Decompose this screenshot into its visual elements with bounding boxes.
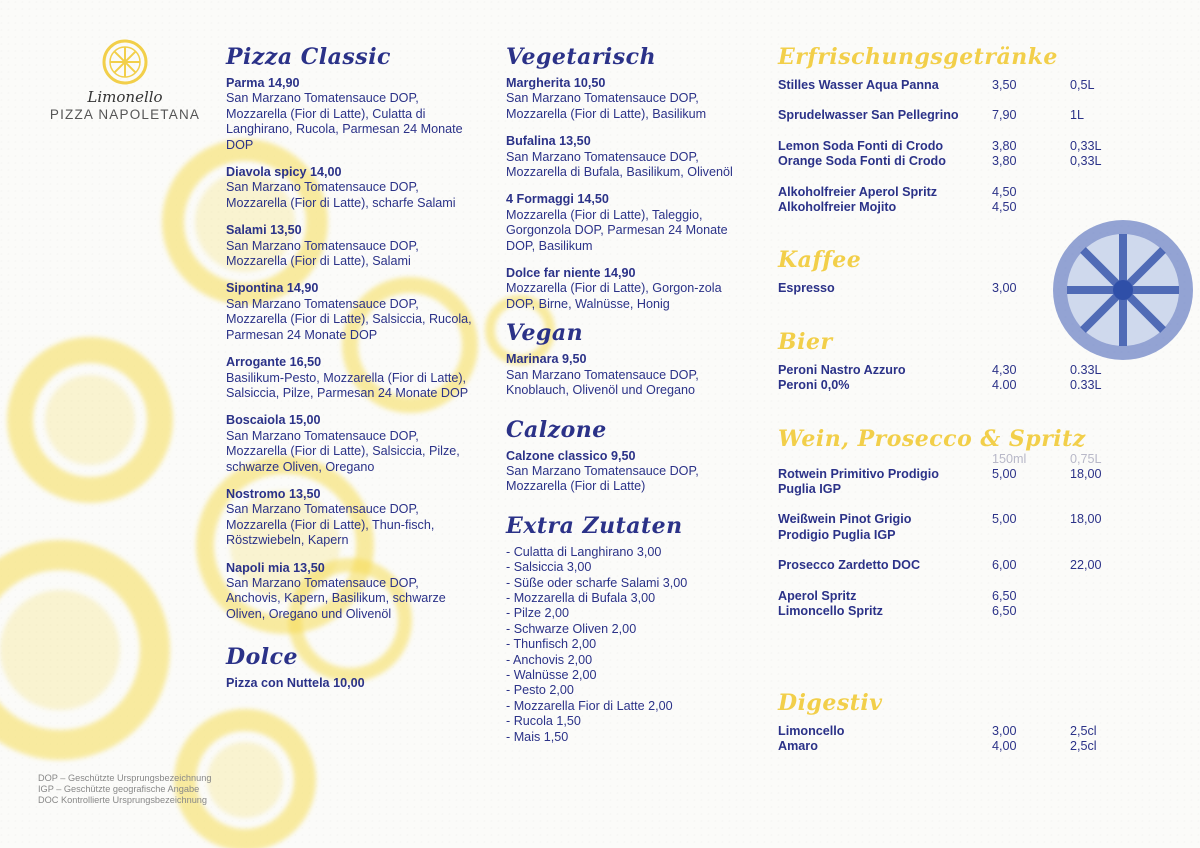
- drink-group: [778, 185, 1158, 216]
- item-desc: San Marzano Tomatensauce DOP, Mozzarella (Fior di Latte), Salsiccia, Rucola, Parmesan 24 Monate DOP: [226, 296, 472, 342]
- drink-price: 4,50: [992, 200, 1017, 215]
- drink-price: 4.00: [992, 378, 1017, 393]
- menu-item: [226, 413, 476, 475]
- item-desc: San Marzano Tomatensauce DOP, Mozzarella (Fior di Latte), Thun-fisch, Röstzwiebeln, Kapern: [226, 502, 435, 548]
- drink-price: 3,80: [992, 138, 1017, 153]
- drink-name: Limoncello: [778, 723, 845, 738]
- item-name: Dolce far niente 14,90: [506, 266, 636, 281]
- brand-name: Limonello: [87, 88, 163, 106]
- drink-price: 5,00: [992, 512, 1017, 527]
- menu-item: [226, 76, 476, 153]
- item-desc: San Marzano Tomatensauce DOP, Knoblauch, Olivenöl und Oregano: [506, 367, 699, 398]
- footnotes: [38, 773, 211, 807]
- list-item: - Mais 1,50: [506, 729, 569, 744]
- menu-item: [226, 487, 476, 549]
- drink-row: [778, 363, 1158, 378]
- column-pizza: [226, 42, 476, 692]
- section-title: Digestiv: [778, 689, 883, 716]
- section-title: Extra Zutaten: [506, 512, 683, 539]
- list-item: - Salsiccia 3,00: [506, 560, 592, 575]
- section-vegan: [506, 318, 736, 398]
- drink-size: 2,5cl: [1070, 723, 1097, 738]
- drink-price: 7,90: [992, 108, 1017, 123]
- drink-price: 4,00: [992, 738, 1017, 753]
- drink-name: Sprudelwasser San Pellegrino: [778, 108, 959, 123]
- drink-row: [778, 281, 1158, 296]
- drink-size: [1070, 200, 1130, 215]
- section-pizza-classic: [226, 42, 476, 622]
- section-digestiv: [778, 688, 1158, 755]
- drink-price-bottle: 18,00: [1070, 512, 1102, 527]
- column-drinks: [778, 42, 1158, 754]
- drink-row: [778, 558, 1158, 573]
- drink-row: [778, 604, 1158, 619]
- drink-price: 5,00: [992, 466, 1017, 481]
- drink-name: Orange Soda Fonti di Crodo: [778, 154, 946, 169]
- drink-name: Peroni Nastro Azzuro: [778, 362, 906, 377]
- menu-item: [506, 266, 736, 312]
- drink-name: Alkoholfreier Aperol Spritz: [778, 184, 938, 199]
- item-desc: Mozzarella (Fior di Latte), Taleggio, Gorgonzola DOP, Parmesan 24 Monate DOP, Basilikum: [506, 207, 728, 253]
- list-item: - Pesto 2,00: [506, 683, 574, 698]
- drink-name: Alkoholfreier Mojito: [778, 200, 897, 215]
- menu-item: [506, 134, 736, 180]
- list-item: - Mozzarella di Bufala 3,00: [506, 590, 656, 605]
- drink-name: Prosecco Zardetto DOC: [778, 558, 921, 573]
- item-name: Bufalina 13,50: [506, 134, 591, 149]
- lemon-slice-icon: [101, 38, 149, 86]
- section-title: Vegan: [506, 320, 584, 347]
- drink-price-bottle: 22,00: [1070, 558, 1102, 573]
- list-item: - Pilze 2,00: [506, 606, 569, 621]
- drink-size: 0,33L: [1070, 154, 1102, 169]
- drink-row: [778, 467, 1158, 482]
- size-header: [778, 452, 1158, 466]
- drink-size: 0.33L: [1070, 378, 1102, 393]
- list-item: - Walnüsse 2,00: [506, 667, 597, 682]
- menu-item: [506, 449, 736, 495]
- drink-name: Lemon Soda Fonti di Crodo: [778, 138, 944, 153]
- menu-item: [506, 192, 736, 254]
- item-desc: San Marzano Tomatensauce DOP, Mozzarella (Fior di Latte), Culatta di Langhirano, Rucola, Parmesan 24 Monate DOP: [226, 91, 463, 152]
- brand-logo: [40, 38, 210, 122]
- drink-price: 4,50: [992, 184, 1017, 199]
- section-dolce: [226, 642, 476, 691]
- drink-size: [1070, 185, 1130, 200]
- list-item: - Anchovis 2,00: [506, 652, 593, 667]
- drink-size: 0,5L: [1070, 78, 1095, 92]
- footnote-line: IGP – Geschützte geografische Angabe: [38, 784, 200, 795]
- size-label: 0,75L: [1070, 451, 1102, 466]
- size-label: 150ml: [992, 451, 1027, 466]
- section-title: Pizza Classic: [226, 44, 391, 70]
- section-kaffee: [778, 245, 1158, 296]
- menu-item: [226, 676, 476, 691]
- item-desc: San Marzano Tomatensauce DOP, Mozzarella (Fior di Latte), Salsiccia, Pilze, schwarze Oliven, Oregano: [226, 428, 460, 474]
- item-desc: San Marzano Tomatensauce DOP, Mozzarella (Fior di Latte), scharfe Salami: [226, 180, 456, 210]
- footnote-line: DOP – Geschützte Ursprungsbezeichnung: [38, 773, 212, 783]
- item-name: Sipontina 14,90: [226, 281, 319, 296]
- section-title: Wein, Prosecco & Spritz: [778, 425, 1086, 452]
- section-calzone: [506, 415, 736, 495]
- drink-row: [778, 154, 1158, 169]
- drink-price: 3,00: [992, 281, 1017, 296]
- item-desc: Basilikum-Pesto, Mozzarella (Fior di Latte), Salsiccia, Pilze, Parmesan 24 Monate DOP: [226, 370, 469, 400]
- item-name: Diavola spicy 14,00: [226, 165, 342, 180]
- item-name: Pizza con Nuttela 10,00: [226, 676, 365, 691]
- item-name: Margherita 10,50: [506, 76, 606, 90]
- section-wein: [778, 424, 1158, 620]
- item-name: Arrogante 16,50: [226, 355, 322, 370]
- drink-row: [778, 139, 1158, 154]
- section-title: Kaffee: [778, 247, 862, 274]
- drink-row: [778, 200, 1158, 215]
- item-desc: San Marzano Tomatensauce DOP, Mozzarella (Fior di Latte), Salami: [226, 238, 419, 269]
- menu-item: [226, 355, 476, 401]
- drink-price: 3,00: [992, 723, 1017, 738]
- item-name: Napoli mia 13,50: [226, 560, 325, 575]
- item-name: 4 Formaggi 14,50: [506, 192, 609, 207]
- list-item: - Culatta di Langhirano 3,00: [506, 544, 662, 559]
- menu-item: [226, 223, 476, 269]
- section-erfrischungsgetraenke: [778, 42, 1158, 215]
- drink-group: [778, 589, 1158, 620]
- drink-group: [778, 512, 1158, 543]
- drink-size: 0,33L: [1070, 138, 1102, 153]
- drink-price-bottle: 18,00: [1070, 466, 1102, 481]
- item-desc: Mozzarella (Fior di Latte), Gorgon-zola DOP, Birne, Walnüsse, Honig: [506, 281, 722, 311]
- drink-name: Peroni 0,0%: [778, 378, 850, 393]
- drink-group: [778, 139, 1158, 170]
- item-name: Parma 14,90: [226, 76, 300, 90]
- list-item: - Thunfisch 2,00: [506, 637, 597, 652]
- drink-group: [778, 108, 1158, 123]
- list-item: - Süße oder scharfe Salami 3,00: [506, 575, 688, 590]
- drink-price: 4,30: [992, 362, 1017, 377]
- section-title: Dolce: [226, 644, 299, 671]
- menu-item: [506, 352, 736, 398]
- drink-row: [778, 528, 1158, 543]
- drink-name: Aperol Spritz: [778, 588, 857, 603]
- drink-row: [778, 739, 1158, 754]
- drink-name: Stilles Wasser Aqua Panna: [778, 78, 939, 92]
- item-desc: San Marzano Tomatensauce DOP, Anchovis, Kapern, Basilikum, schwarze Oliven, Oregano und Olivenöl: [226, 575, 446, 621]
- section-bier: [778, 327, 1158, 394]
- extras-list: [506, 545, 736, 745]
- section-title: Vegetarisch: [506, 44, 657, 70]
- list-item: - Rucola 1,50: [506, 714, 581, 729]
- drink-name: Limoncello Spritz: [778, 604, 883, 619]
- drink-row: [778, 482, 1158, 497]
- drink-price: 6,00: [992, 558, 1017, 573]
- drink-row: [778, 78, 1158, 93]
- drink-group: [778, 363, 1158, 394]
- drink-row: [778, 185, 1158, 200]
- drink-name: Weißwein Pinot Grigio: [778, 512, 912, 527]
- drink-name: Espresso: [778, 281, 835, 296]
- drink-row: [778, 108, 1158, 123]
- drink-size: [1070, 281, 1130, 296]
- column-vegetarian: [506, 42, 736, 745]
- footnote-line: DOC Kontrollierte Ursprungsbezeichnung: [38, 795, 208, 806]
- drink-row: [778, 589, 1158, 604]
- menu-item: [226, 281, 476, 343]
- menu-item: [226, 165, 476, 211]
- drink-row: [778, 724, 1158, 739]
- drink-name: Amaro: [778, 738, 818, 753]
- section-extra-zutaten: [506, 511, 736, 745]
- brand-subtitle: PIZZA NAPOLETANA: [49, 107, 201, 122]
- list-item: - Mozzarella Fior di Latte 2,00: [506, 698, 673, 713]
- drink-name: Prodigio Puglia IGP: [778, 527, 896, 542]
- drink-group: [778, 724, 1158, 755]
- section-vegetarisch: [506, 42, 736, 312]
- drink-price-bottle: [1070, 589, 1130, 604]
- drink-group: [778, 558, 1158, 573]
- drink-size: 2,5cl: [1070, 738, 1097, 753]
- drink-group: [778, 281, 1158, 296]
- drink-name: Puglia IGP: [778, 482, 841, 497]
- list-item: - Schwarze Oliven 2,00: [506, 621, 637, 636]
- drink-size: 1L: [1070, 108, 1085, 123]
- menu-item: [506, 76, 736, 122]
- section-title: Erfrischungsgetränke: [778, 44, 1058, 70]
- item-desc: San Marzano Tomatensauce DOP, Mozzarella (Fior di Latte): [506, 463, 699, 494]
- item-name: Boscaiola 15,00: [226, 413, 321, 428]
- drink-size: 0.33L: [1070, 362, 1102, 377]
- drink-price: 3,50: [992, 78, 1017, 92]
- section-title: Calzone: [506, 416, 607, 443]
- item-name: Marinara 9,50: [506, 352, 587, 367]
- drink-price: 6,50: [992, 588, 1017, 603]
- drink-group: [778, 467, 1158, 498]
- drink-price: 6,50: [992, 604, 1017, 619]
- drink-price: 3,80: [992, 154, 1017, 169]
- item-name: Salami 13,50: [226, 223, 302, 238]
- item-name: Nostromo 13,50: [226, 486, 321, 501]
- item-desc: San Marzano Tomatensauce DOP, Mozzarella di Bufala, Basilikum, Olivenöl: [506, 149, 733, 180]
- drink-row: [778, 512, 1158, 527]
- item-desc: San Marzano Tomatensauce DOP, Mozzarella (Fior di Latte), Basilikum: [506, 91, 707, 121]
- item-name: Calzone classico 9,50: [506, 448, 636, 463]
- drink-row: [778, 378, 1158, 393]
- menu-item: [226, 561, 476, 623]
- section-title: Bier: [778, 328, 833, 355]
- drink-name: Rotwein Primitivo Prodigio: [778, 466, 939, 481]
- drink-group: [778, 78, 1158, 93]
- drink-price-bottle: [1070, 604, 1130, 619]
